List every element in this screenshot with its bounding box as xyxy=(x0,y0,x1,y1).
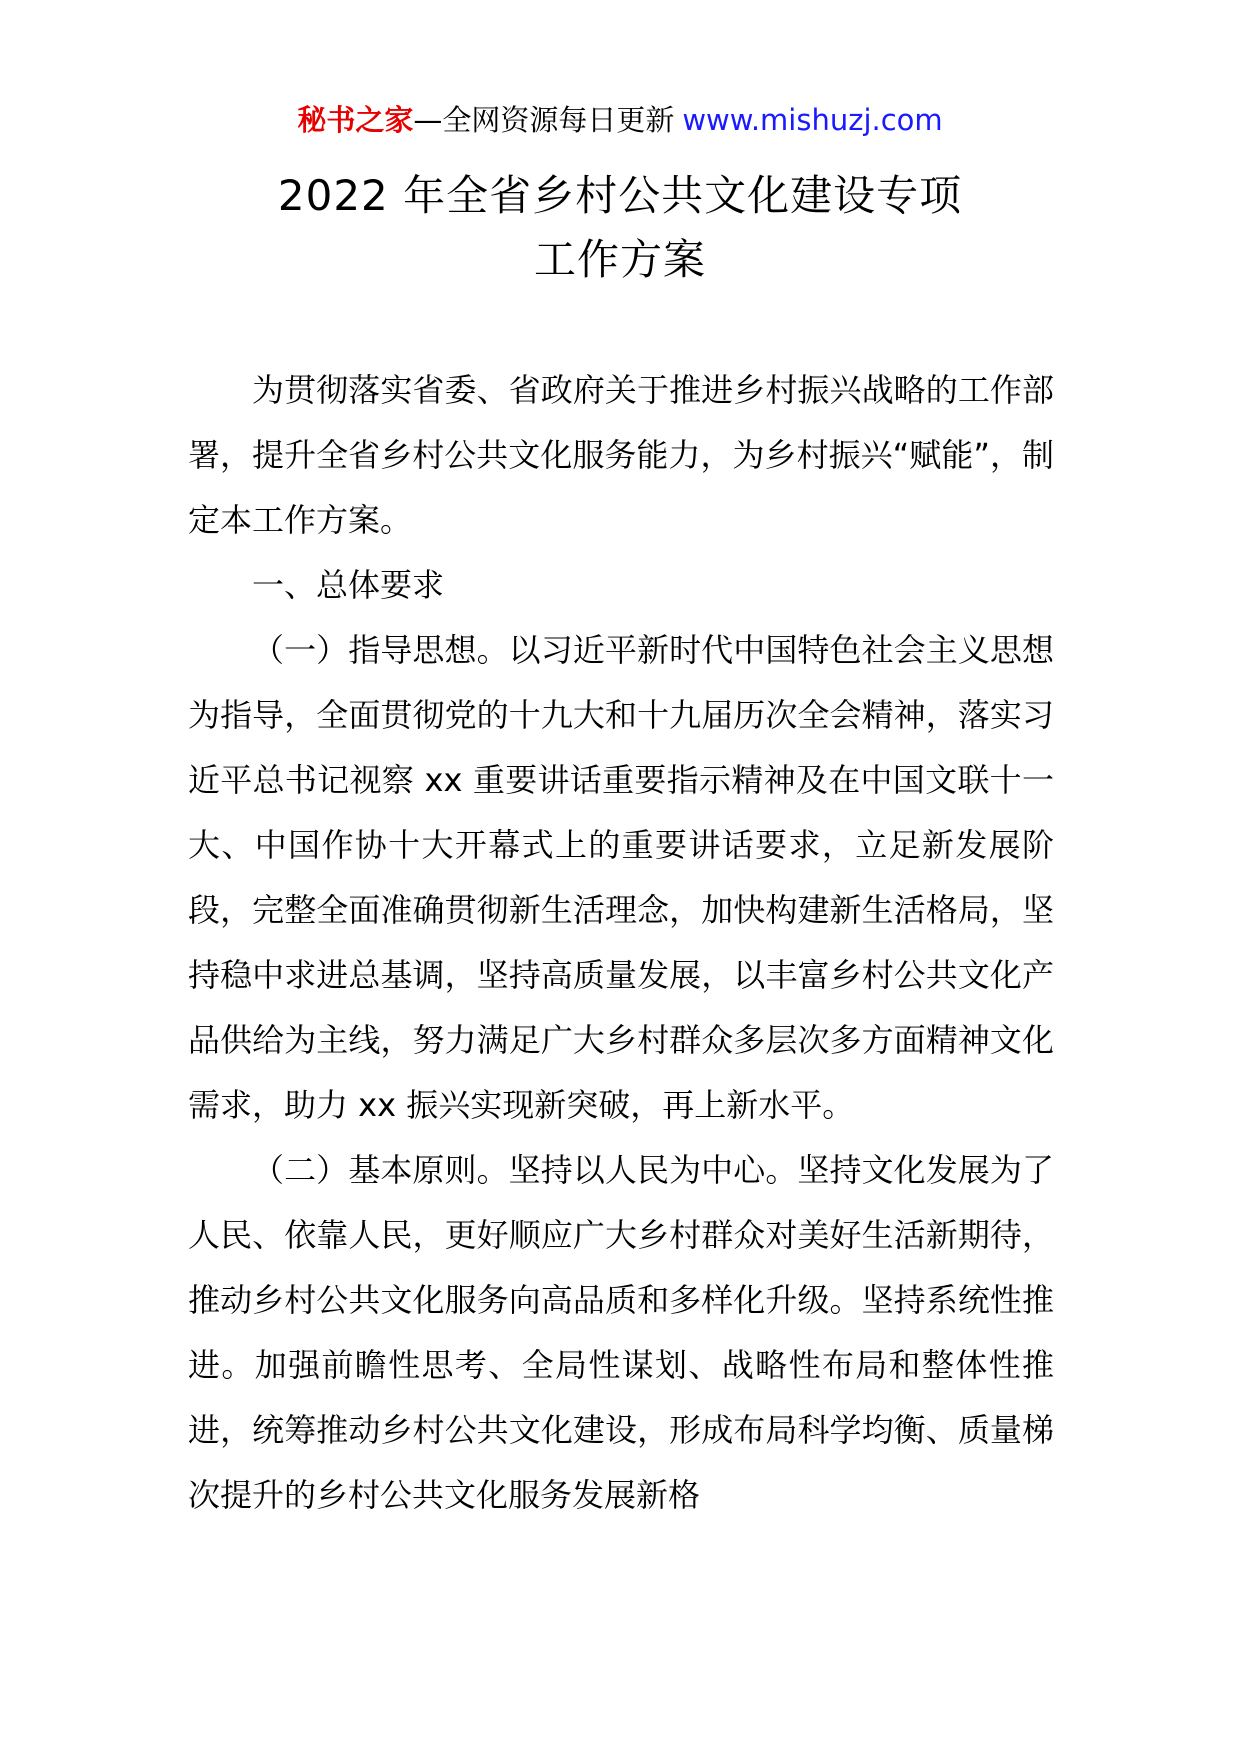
guiding-ideology-paragraph: （一）指导思想。以习近平新时代中国特色社会主义思想为指导，全面贯彻党的十九大和十九届历次全会精神，落实习近平总书记视察 xx 重要讲话重要指示精神及在中国文联十一大、中国作协十大开幕式上的重要讲话要求，立足新发展阶段，完整全面准确贯彻新生活理念，加快构建新生活格局，坚持稳中求进总基调，坚持高质量发展，以丰富乡村公共文化产品供给为主线，努力满足广大乡村群众多层次多方面精神文化需求，助力 xx 振兴实现新突破，再上新水平。 xyxy=(188,631,1054,1124)
intro-paragraph: 为贯彻落实省委、省政府关于推进乡村振兴战略的工作部署，提升全省乡村公共文化服务能力，为乡村振兴“赋能”，制定本工作方案。 xyxy=(188,371,1054,539)
site-header xyxy=(0,100,1240,140)
site-brand: 秘书之家 xyxy=(297,103,414,137)
document-title-line-1: 2022 年全省乡村公共文化建设专项 xyxy=(277,171,963,220)
section-heading: 一、总体要求 xyxy=(252,566,445,604)
site-slogan: —全网资源每日更新 xyxy=(413,103,675,137)
document-title-line-2: 工作方案 xyxy=(533,235,706,284)
basic-principles-paragraph: （二）基本原则。坚持以人民为中心。坚持文化发展为了人民、依靠人民，更好顺应广大乡村群众对美好生活新期待，推动乡村公共文化服务向高品质和多样化升级。坚持系统性推进。加强前瞻性思考、全局性谋划、战略性布局和整体性推进，统筹推动乡村公共文化建设，形成布局科学均衡、质量梯次提升的乡村公共文化服务发展新格 xyxy=(188,1151,1054,1514)
site-url[interactable]: www.mishuzj.com xyxy=(682,103,943,137)
document-body xyxy=(188,358,1054,1528)
